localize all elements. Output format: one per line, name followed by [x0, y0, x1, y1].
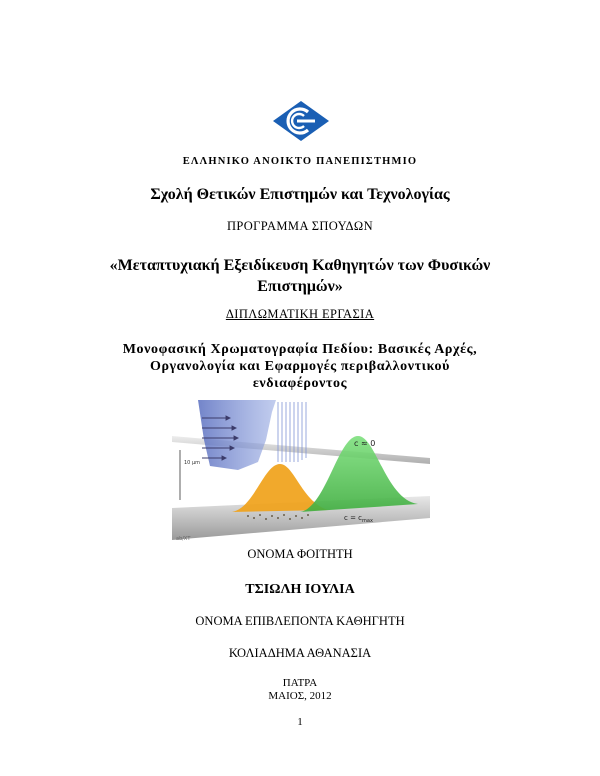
channel-width-label: 10 μm	[184, 460, 201, 466]
program-name	[70, 255, 530, 297]
thesis-title	[80, 341, 520, 392]
concentration-zero-label: c ≈ 0	[354, 439, 376, 448]
supervisor-label: ΟΝΟΜΑ ΕΠΙΒΛΕΠΟΝΤΑ ΚΑΘΗΓΗΤΗ	[195, 614, 405, 628]
city: ΠΑΤΡΑ	[282, 677, 318, 689]
student-label: ΟΝΟΜΑ ΦΟΙΤΗΤΗ	[247, 547, 353, 561]
program-label: ΠΡΟΓΡΑΜΜΑ ΣΠΟΥΔΩΝ	[226, 219, 374, 233]
page-number: 1	[297, 716, 303, 728]
thesis-title-line-1: Μονοφασική Χρωματογραφία Πεδίου: Βασικές Αρχές,	[122, 342, 478, 357]
program-name-line-2: Επιστημών»	[257, 278, 343, 295]
program-name-line-1: «Μεταπτυχιακή Εξειδίκευση Καθηγητών των Φυσικών	[109, 257, 491, 274]
field-flow-fractionation-figure	[168, 400, 434, 545]
university-logo	[271, 100, 331, 142]
figure-credit: ab/ΧΤ	[176, 536, 191, 542]
thesis-title-line-2: Οργανολογία και Εφαρμογές περιβαλλοντικού	[149, 359, 451, 374]
school-name: Σχολή Θετικών Επιστημών και Τεχνολογίας	[150, 186, 450, 203]
thesis-type: ΔΙΠΛΩΜΑΤΙΚΗ ΕΡΓΑΣΙΑ	[225, 307, 375, 321]
university-name: ΕΛΛΗΝΙΚΟ ΑΝΟΙΚΤΟ ΠΑΝΕΠΙΣΤΗΜΙΟ	[182, 156, 418, 167]
concentration-max-label: $c = c_{max}$	[344, 514, 373, 524]
supervisor-name: ΚΟΛΙΑΔΗΜΑ ΑΘΑΝΑΣΙΑ	[228, 646, 372, 660]
date: ΜΑΙΟΣ, 2012	[268, 690, 332, 702]
student-name: ΤΣΙΩΛΗ ΙΟΥΛΙΑ	[245, 582, 355, 597]
thesis-title-line-3: ενδιαφέροντος	[252, 376, 348, 391]
